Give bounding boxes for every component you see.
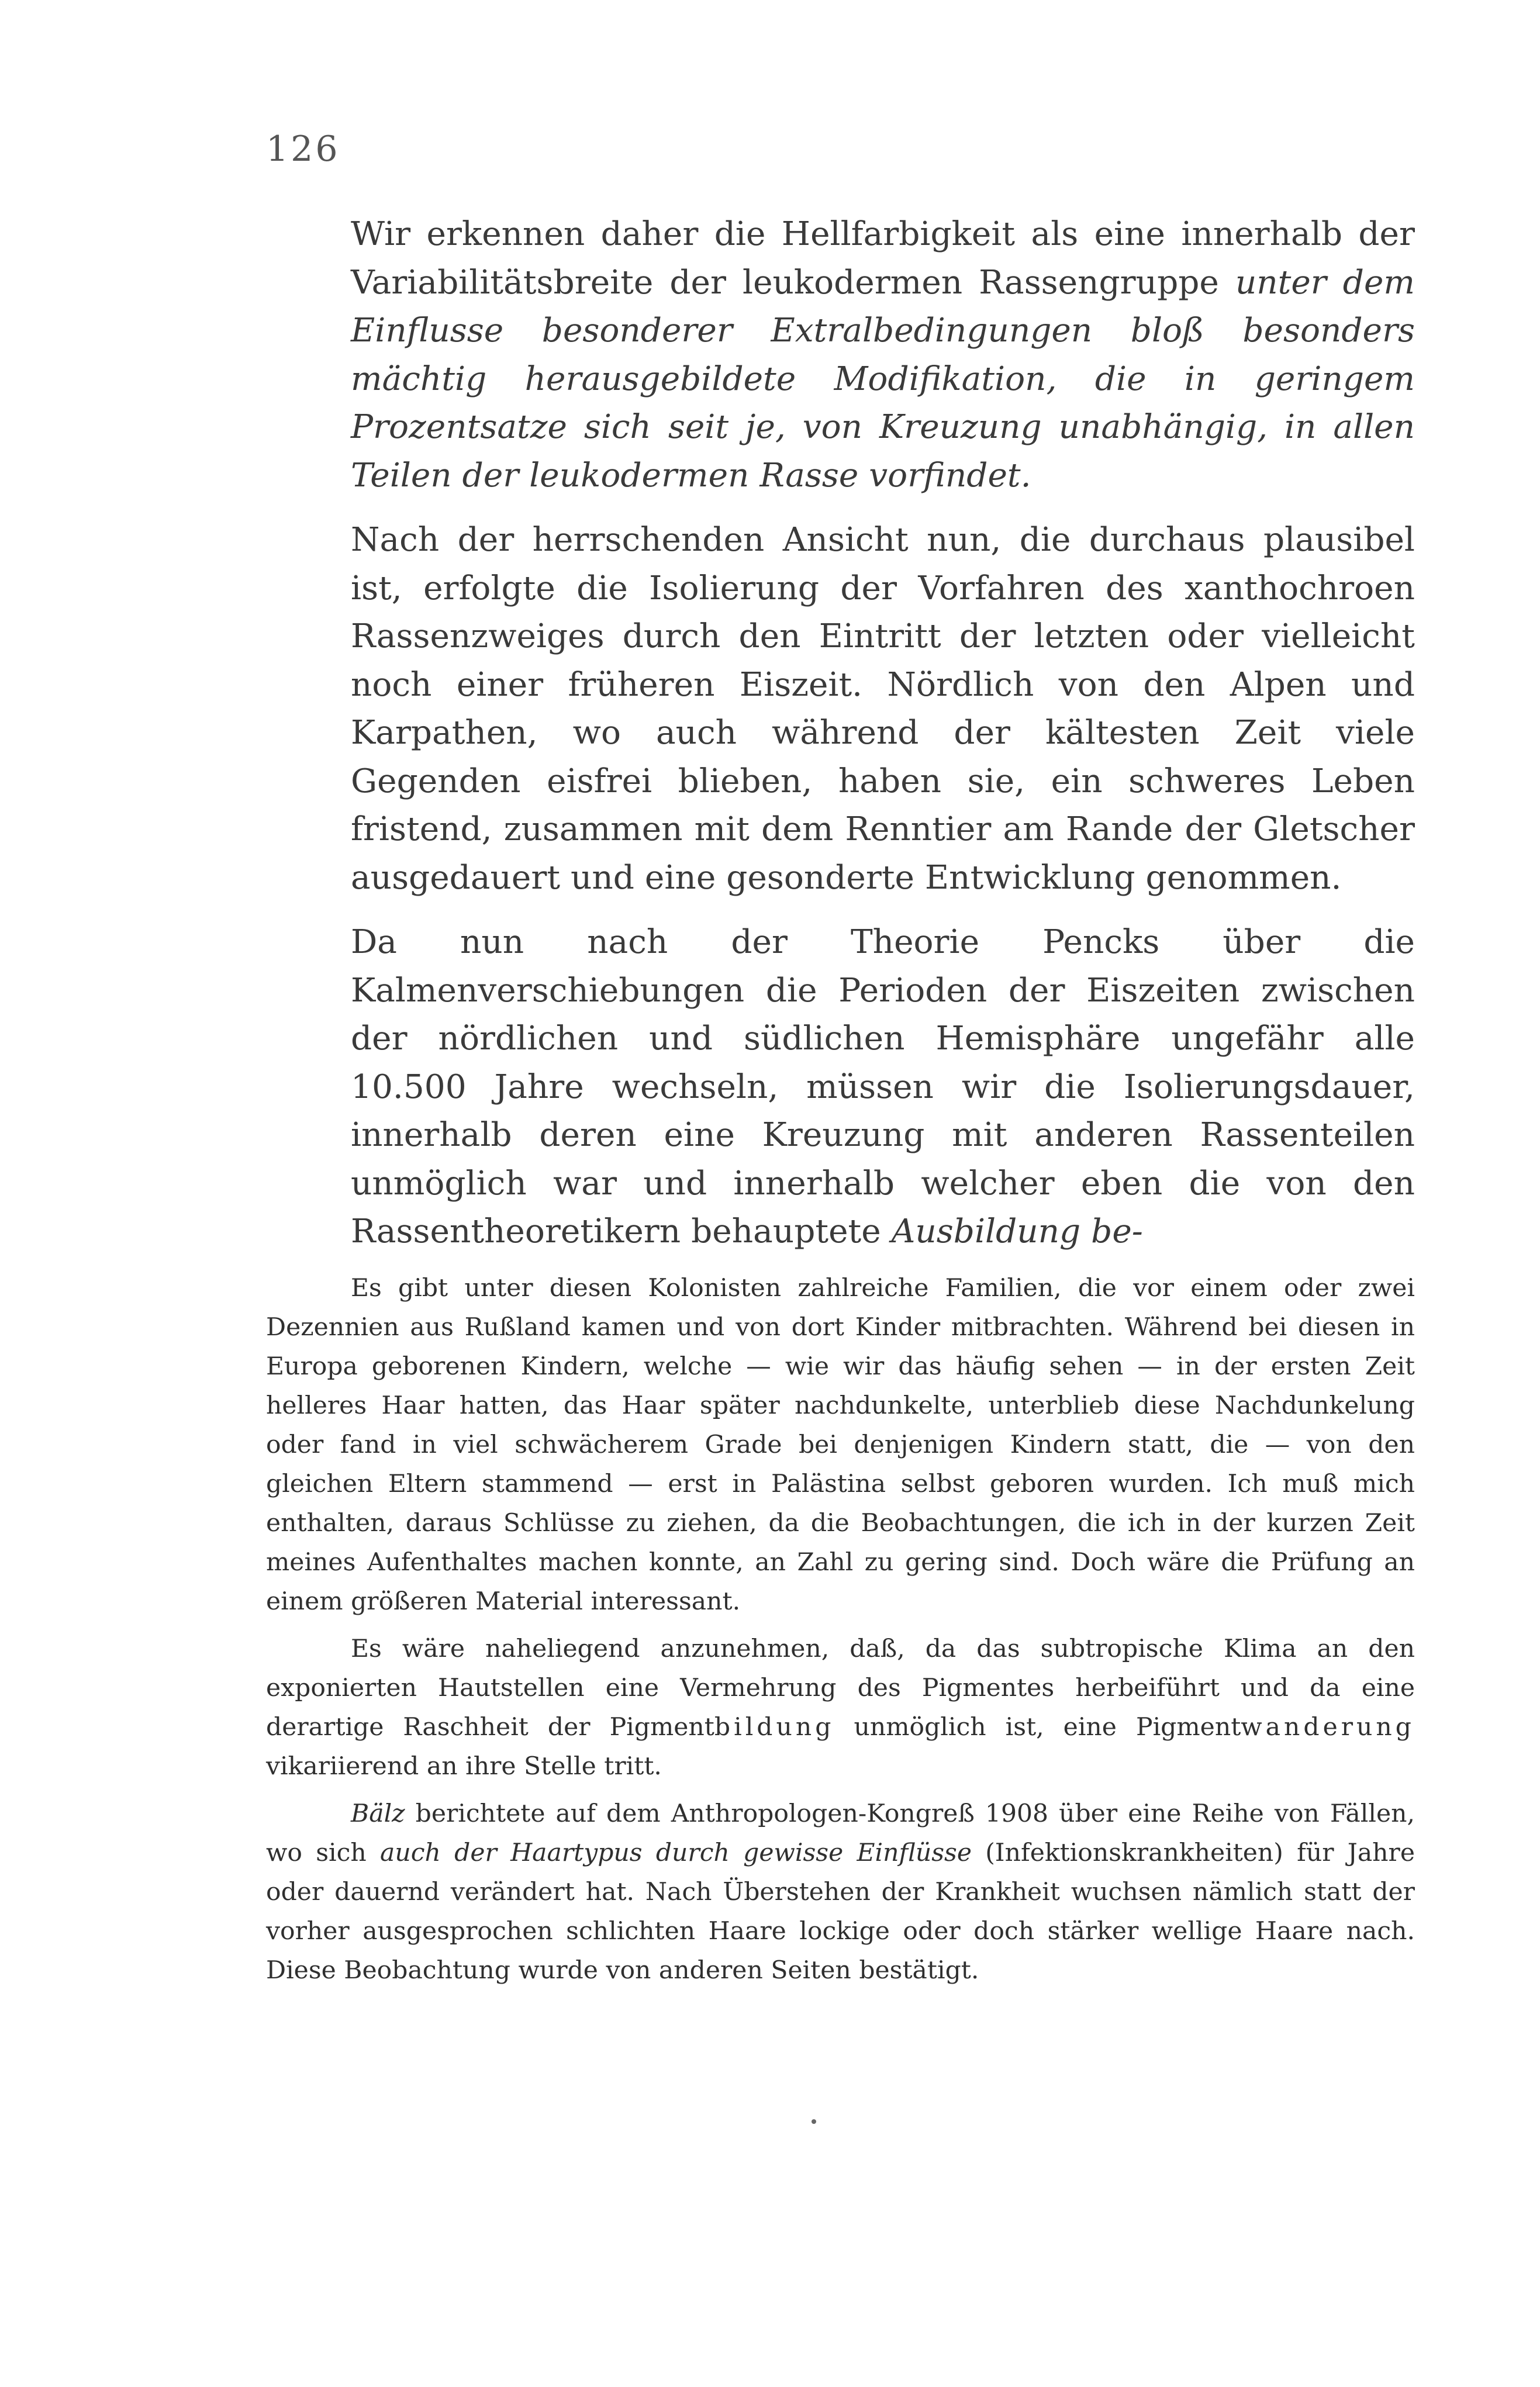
footnote-text: unmöglich ist, eine Pigment xyxy=(834,1713,1241,1742)
footnote-baelz xyxy=(266,1794,1415,1990)
footnote-kolonisten: Es gibt unter diesen Kolonisten zahlreiche Familien, die vor einem oder zwei Dezennien aus Rußland kamen und von dort Kinder mitbrachten. Während bei diesen in Europa geborenen Kindern, welche — wie wir das häufig sehen — in der ersten Zeit helleres Haar hatten, das Haar später nachdunkelte, unterblieb diese Nachdunkelung oder fand in viel schwächerem Grade bei denjenigen Kindern statt, die — von den gleichen Eltern stammend — erst in Palästina selbst geboren wurden. Ich muß mich enthalten, daraus Schlüsse zu ziehen, da die Beobachtungen, die ich in der kurzen Zeit meines Aufenthaltes machen konnte, an Zahl zu gering sind. Doch wäre die Prüfung an einem größeren Material interessant. xyxy=(266,1274,1415,1616)
page-number: 126 xyxy=(266,129,340,170)
emphasized-text: auch der Haartypus durch gewisse Einflüsse xyxy=(380,1839,972,1867)
main-text xyxy=(351,210,1415,1256)
author-name: Bälz xyxy=(351,1799,405,1828)
footnotes xyxy=(266,1269,1415,1990)
paragraph-text: Da nun nach der Theorie Pencks über die Kalmenverschiebungen die Perioden der Eiszeiten zwischen der nördlichen und südlichen Hemisphäre ungefähr alle 10.500 Jahre wechseln, müssen wir die Isolierungsdauer, innerhalb deren eine Kreuzung mit anderen Rassenteilen unmöglich war und innerhalb welcher eben die von den Rassentheoretikern behauptete xyxy=(351,923,1415,1251)
paragraph-text: Wir erkennen daher die Hellfarbigkeit als eine innerhalb der Variabilitätsbreite der leukodermen Rassengruppe xyxy=(351,215,1415,302)
printing-speck xyxy=(812,2119,816,2124)
paragraph-hellfarbigkeit xyxy=(351,210,1415,500)
paragraph-isolierung: Nach der herrschenden Ansicht nun, die durchaus plausibel ist, erfolgte die Isolierung der Vorfahren des xanthochroen Rassenzweiges durch den Eintritt der letzten oder vielleicht noch einer früheren Eiszeit. Nördlich von den Alpen und Karpathen, wo auch während der kältesten Zeit viele Gegenden eisfrei blieben, haben sie, ein schweres Leben fristend, zusammen mit dem Renntier am Rande der Gletscher ausgedauert und eine gesonderte Entwicklung genommen. xyxy=(351,521,1415,897)
footnote-text: vikariierend an ihre Stelle tritt. xyxy=(266,1752,662,1781)
spaced-text: bildung xyxy=(714,1713,835,1742)
emphasized-text: Ausbildung be- xyxy=(891,1213,1143,1251)
footnote-text: Es wäre naheliegend anzunehmen, daß, da das subtropische Klima an den exponierten Hautstellen eine Vermehrung des Pigmentes herbeiführt und da eine derartige Raschheit der Pigment xyxy=(266,1635,1415,1742)
footnote-text: (Infektionskrankheiten) für Jahre oder dauernd verändert hat. Nach Überstehen der Krankheit wuchsen nämlich statt der vorher ausgesprochen schlichten Haare lockige oder doch stärker wellige Haare nach. Diese Beobachtung wurde von anderen Seiten bestätigt. xyxy=(266,1839,1415,1985)
footnote-pigment xyxy=(266,1629,1415,1786)
spaced-text: wanderung xyxy=(1241,1713,1415,1742)
emphasized-text: unter dem Einflusse besonderer Extralbedingungen bloß besonders mächtig herausgebildete Modifikation, die in geringem Prozentsatze sich seit je, von Kreuzung unabhängig, in allen Teilen der leukodermen Rasse vorfindet. xyxy=(351,263,1415,495)
paragraph-kalmenverschiebungen xyxy=(351,918,1415,1256)
footnote-text: berichtete auf dem Anthropologen-Kongreß 1908 über eine Reihe von Fällen, wo sich xyxy=(266,1799,1415,1867)
